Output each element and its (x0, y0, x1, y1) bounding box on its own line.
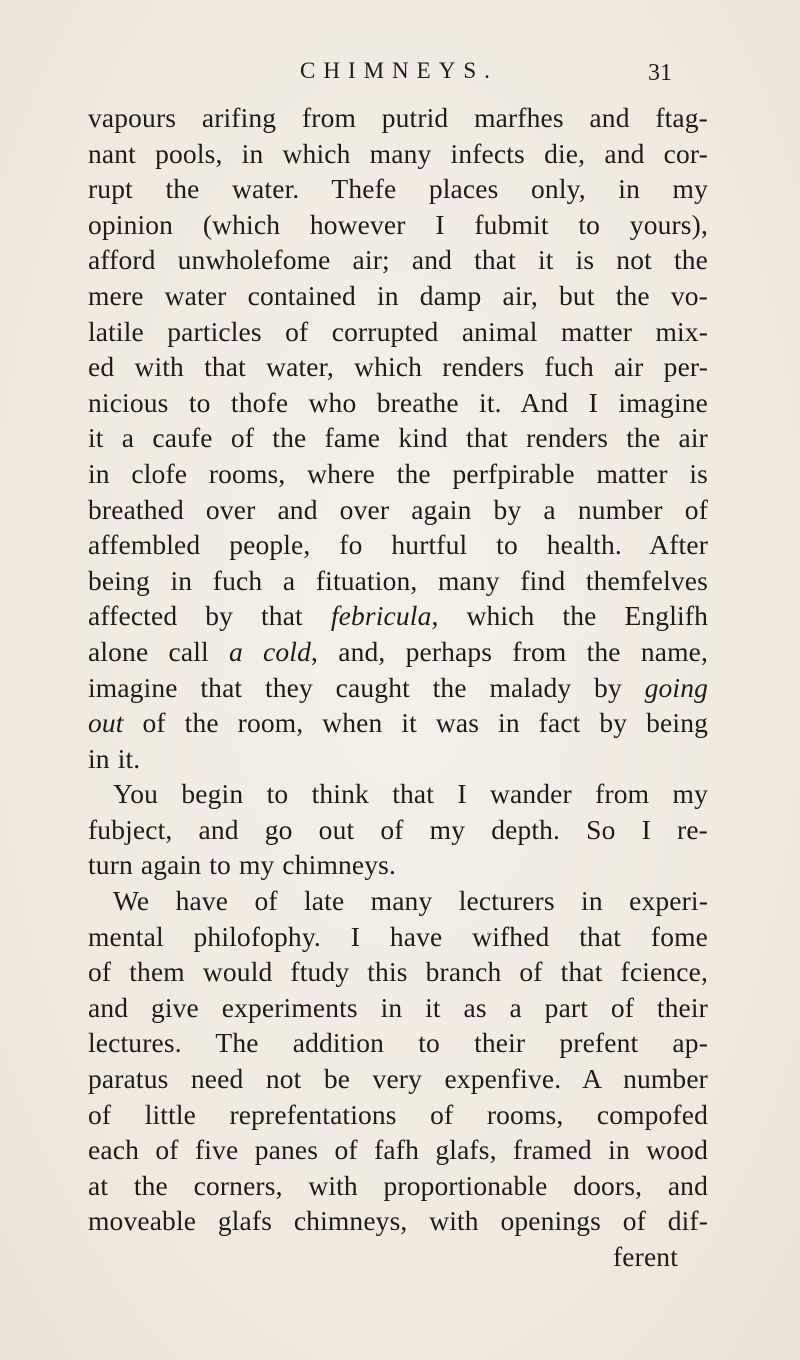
text-line (88, 670, 708, 706)
text-line: We have of late many lecturers in experi- (113, 885, 708, 917)
text-line: paratus need not be very expenfive. A number (88, 1063, 708, 1095)
text-line: rupt the water. Thefe places only, in my (88, 173, 708, 205)
text-line: You begin to think that I wander from my (113, 778, 708, 810)
text-line: turn again to my chimneys. (88, 849, 397, 881)
text-line: breathed over and over again by a number of (88, 493, 708, 525)
text-line: each of five panes of fafh glafs, framed in wood (88, 1134, 708, 1166)
text-line (88, 634, 708, 670)
text-segment: of the room, when it was in fact by being (123, 707, 708, 739)
text-line: moveable glafs chimneys, with openings of dif- (88, 1205, 708, 1237)
text-line: fubject, and go out of my depth. So I re- (88, 813, 708, 845)
text-segment: imagine that they caught the malady by (88, 671, 645, 703)
text-line: in it. (88, 742, 141, 774)
text-segment: , which the Englifh (431, 600, 708, 632)
text-line: ed with that water, which renders fuch air per- (88, 351, 708, 383)
text-line: of them would ftudy this branch of that fcience, (88, 956, 708, 988)
text-line (88, 598, 708, 634)
text-line: nant pools, in which many infects die, and cor- (88, 137, 708, 169)
page-number: 31 (648, 60, 672, 86)
text-line: affembled people, fo hurtful to health. After (88, 529, 708, 561)
catchword: ferent (612, 1241, 678, 1272)
italic-term: a cold (228, 635, 312, 667)
running-head: CHIMNEYS. (300, 58, 498, 83)
body-text (88, 100, 708, 1275)
text-line: in clofe rooms, where the perfpirable matter is (88, 457, 708, 489)
text-segment: affected by that (88, 600, 331, 632)
text-line: mental philofophy. I have wifhed that fome (88, 920, 708, 952)
italic-term: febricula (330, 600, 432, 632)
italic-term: going (644, 671, 708, 703)
text-line: latile particles of corrupted animal matter mix- (88, 315, 708, 347)
text-segment: , and, perhaps from the name, (311, 635, 708, 667)
text-line: opinion (which however I fubmit to yours), (88, 208, 708, 240)
text-segment: alone call (88, 635, 229, 667)
text-line: being in fuch a fituation, many find themfelves (88, 564, 708, 596)
text-line: mere water contained in damp air, but the vo- (88, 279, 708, 311)
page-header (0, 58, 800, 98)
text-line: it a caufe of the fame kind that renders the air (88, 422, 708, 454)
text-line: and give experiments in it as a part of their (88, 991, 708, 1023)
text-line: at the corners, with proportionable doors, and (88, 1169, 708, 1201)
italic-term: out (88, 707, 124, 739)
text-line: nicious to thofe who breathe it. And I imagine (88, 386, 708, 418)
text-line: lectures. The addition to their prefent ap- (88, 1027, 708, 1059)
text-line: vapours arifing from putrid marfhes and ftag- (88, 102, 708, 133)
text-line: of little reprefentations of rooms, compofed (88, 1098, 708, 1130)
text-line: afford unwholefome air; and that it is not the (88, 244, 708, 276)
text-line (88, 705, 708, 741)
